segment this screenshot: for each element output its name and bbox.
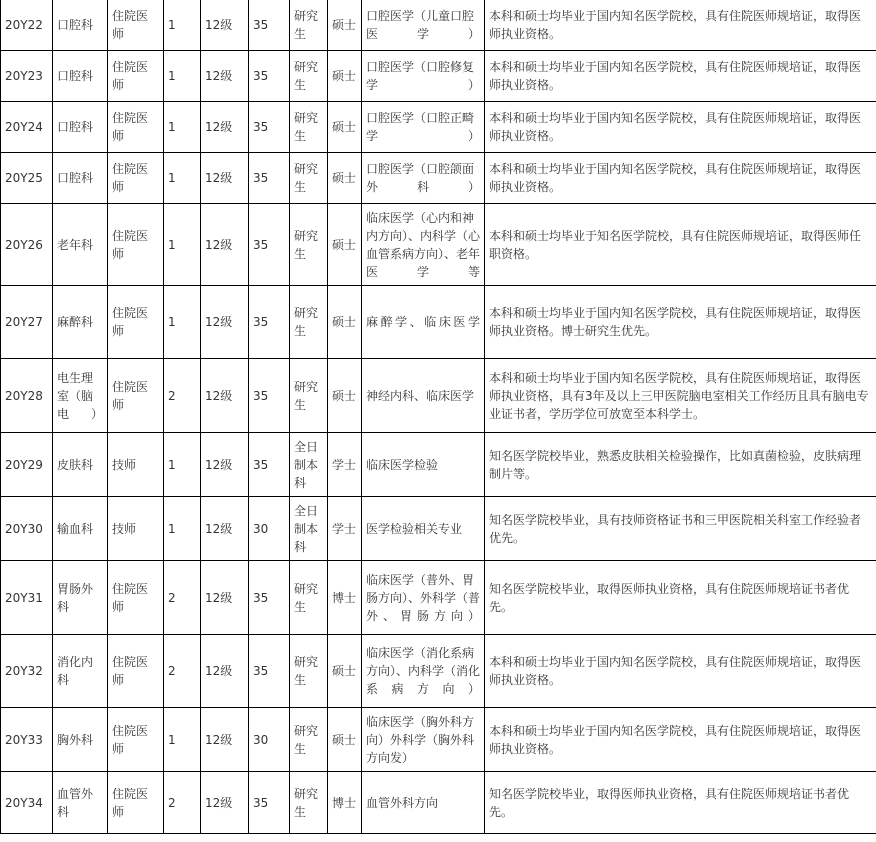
requirements: 本科和硕士均毕业于国内知名医学院校，具有住院医师规培证，取得医师执业资格。 — [485, 635, 876, 708]
major: 麻醉学、临床医学 — [362, 286, 485, 359]
major: 血管外科方向 — [362, 772, 485, 834]
position-code: 20Y29 — [1, 433, 53, 497]
table-row — [1, 561, 876, 635]
grade-level: 12级 — [201, 153, 249, 204]
headcount: 1 — [164, 51, 201, 102]
department: 口腔科 — [53, 153, 108, 204]
requirements: 本科和硕士均毕业于国内知名医学院校，具有住院医师规培证，取得医师执业资格。 — [485, 708, 876, 772]
degree: 硕士 — [328, 0, 362, 51]
degree: 硕士 — [328, 153, 362, 204]
position-type: 住院医师 — [108, 51, 164, 102]
position-type: 技师 — [108, 497, 164, 561]
headcount: 1 — [164, 433, 201, 497]
education: 研究生 — [290, 708, 328, 772]
position-type: 住院医师 — [108, 708, 164, 772]
degree: 学士 — [328, 497, 362, 561]
table-row — [1, 433, 876, 497]
position-type: 住院医师 — [108, 204, 164, 286]
table-row — [1, 204, 876, 286]
major: 口腔医学（儿童口腔医学） — [362, 0, 485, 51]
education: 研究生 — [290, 0, 328, 51]
table-row — [1, 102, 876, 153]
grade-level: 12级 — [201, 772, 249, 834]
major: 口腔医学（口腔修复学） — [362, 51, 485, 102]
age-limit: 35 — [249, 153, 290, 204]
position-code: 20Y24 — [1, 102, 53, 153]
degree: 硕士 — [328, 102, 362, 153]
age-limit: 35 — [249, 359, 290, 433]
department: 麻醉科 — [53, 286, 108, 359]
education: 研究生 — [290, 204, 328, 286]
degree: 学士 — [328, 433, 362, 497]
grade-level: 12级 — [201, 0, 249, 51]
major: 临床医学（心内和神内方向）、内科学（心血管系病方向）、老年医学等 — [362, 204, 485, 286]
requirements: 本科和硕士均毕业于国内知名医学院校，具有住院医师规培证，取得医师执业资格。博士研究生优先。 — [485, 286, 876, 359]
position-type: 住院医师 — [108, 153, 164, 204]
degree: 博士 — [328, 772, 362, 834]
requirements: 知名医学院校毕业，具有技师资格证书和三甲医院相关科室工作经验者优先。 — [485, 497, 876, 561]
table-row — [1, 51, 876, 102]
position-type: 住院医师 — [108, 286, 164, 359]
position-code: 20Y32 — [1, 635, 53, 708]
grade-level: 12级 — [201, 204, 249, 286]
position-code: 20Y23 — [1, 51, 53, 102]
position-type: 住院医师 — [108, 772, 164, 834]
requirements: 知名医学院校毕业，取得医师执业资格，具有住院医师规培证书者优先。 — [485, 561, 876, 635]
position-type: 住院医师 — [108, 0, 164, 51]
headcount: 2 — [164, 635, 201, 708]
position-type: 住院医师 — [108, 359, 164, 433]
department: 老年科 — [53, 204, 108, 286]
major: 神经内科、临床医学 — [362, 359, 485, 433]
degree: 博士 — [328, 561, 362, 635]
position-code: 20Y25 — [1, 153, 53, 204]
education: 全日制本科 — [290, 433, 328, 497]
major: 临床医学（胸外科方向）外科学（胸外科方向发） — [362, 708, 485, 772]
requirements: 本科和硕士均毕业于国内知名医学院校，具有住院医师规培证，取得医师执业资格。 — [485, 102, 876, 153]
department: 胸外科 — [53, 708, 108, 772]
table-row — [1, 286, 876, 359]
department: 输血科 — [53, 497, 108, 561]
age-limit: 30 — [249, 497, 290, 561]
major: 临床医学（普外、胃肠方向）、外科学（普外、胃肠方向） — [362, 561, 485, 635]
degree: 硕士 — [328, 359, 362, 433]
table-row — [1, 708, 876, 772]
age-limit: 35 — [249, 561, 290, 635]
department: 消化内科 — [53, 635, 108, 708]
headcount: 2 — [164, 359, 201, 433]
headcount: 1 — [164, 204, 201, 286]
education: 研究生 — [290, 635, 328, 708]
grade-level: 12级 — [201, 708, 249, 772]
major: 临床医学（消化系病方向）、内科学（消化系病方向） — [362, 635, 485, 708]
age-limit: 35 — [249, 286, 290, 359]
position-code: 20Y30 — [1, 497, 53, 561]
position-type: 住院医师 — [108, 102, 164, 153]
department: 血管外科 — [53, 772, 108, 834]
degree: 硕士 — [328, 51, 362, 102]
requirements: 本科和硕士均毕业于国内知名医学院校，具有住院医师规培证，取得医师执业资格。 — [485, 153, 876, 204]
education: 全日制本科 — [290, 497, 328, 561]
grade-level: 12级 — [201, 51, 249, 102]
age-limit: 35 — [249, 635, 290, 708]
position-type: 技师 — [108, 433, 164, 497]
education: 研究生 — [290, 772, 328, 834]
requirements: 知名医学院校毕业，熟悉皮肤相关检验操作，比如真菌检验，皮肤病理制片等。 — [485, 433, 876, 497]
grade-level: 12级 — [201, 635, 249, 708]
education: 研究生 — [290, 561, 328, 635]
department: 口腔科 — [53, 0, 108, 51]
department: 皮肤科 — [53, 433, 108, 497]
age-limit: 35 — [249, 51, 290, 102]
age-limit: 35 — [249, 433, 290, 497]
department: 口腔科 — [53, 51, 108, 102]
grade-level: 12级 — [201, 102, 249, 153]
table-row — [1, 359, 876, 433]
grade-level: 12级 — [201, 561, 249, 635]
table-row — [1, 153, 876, 204]
position-code: 20Y31 — [1, 561, 53, 635]
age-limit: 35 — [249, 0, 290, 51]
headcount: 1 — [164, 497, 201, 561]
degree: 硕士 — [328, 286, 362, 359]
position-code: 20Y27 — [1, 286, 53, 359]
grade-level: 12级 — [201, 497, 249, 561]
table-row — [1, 497, 876, 561]
education: 研究生 — [290, 102, 328, 153]
education: 研究生 — [290, 51, 328, 102]
requirements: 本科和硕士均毕业于国内知名医学院校，具有住院医师规培证，取得医师执业资格。 — [485, 51, 876, 102]
table-row — [1, 635, 876, 708]
age-limit: 35 — [249, 772, 290, 834]
requirements: 知名医学院校毕业，取得医师执业资格，具有住院医师规培证书者优先。 — [485, 772, 876, 834]
headcount: 1 — [164, 708, 201, 772]
major: 临床医学检验 — [362, 433, 485, 497]
education: 研究生 — [290, 153, 328, 204]
position-code: 20Y33 — [1, 708, 53, 772]
headcount: 1 — [164, 286, 201, 359]
age-limit: 35 — [249, 204, 290, 286]
department: 胃肠外科 — [53, 561, 108, 635]
major: 医学检验相关专业 — [362, 497, 485, 561]
position-code: 20Y26 — [1, 204, 53, 286]
table-row — [1, 772, 876, 834]
requirements: 本科和硕士均毕业于国内知名医学院校，具有住院医师规培证，取得医师执业资格，具有3年及以上三甲医院脑电室相关工作经历且具有脑电专业证书者，学历学位可放宽至本科学士。 — [485, 359, 876, 433]
degree: 硕士 — [328, 708, 362, 772]
headcount: 1 — [164, 153, 201, 204]
education: 研究生 — [290, 286, 328, 359]
department: 口腔科 — [53, 102, 108, 153]
position-code: 20Y22 — [1, 0, 53, 51]
table-body — [1, 0, 876, 834]
grade-level: 12级 — [201, 359, 249, 433]
degree: 硕士 — [328, 204, 362, 286]
department: 电生理室（脑电） — [53, 359, 108, 433]
table-row — [1, 0, 876, 51]
requirements: 本科和硕士均毕业于国内知名医学院校，具有住院医师规培证，取得医师执业资格。 — [485, 0, 876, 51]
age-limit: 35 — [249, 102, 290, 153]
requirements: 本科和硕士均毕业于知名医学院校，具有住院医师规培证，取得医师任职资格。 — [485, 204, 876, 286]
headcount: 2 — [164, 772, 201, 834]
education: 研究生 — [290, 359, 328, 433]
major: 口腔医学（口腔颌面外科） — [362, 153, 485, 204]
grade-level: 12级 — [201, 286, 249, 359]
position-type: 住院医师 — [108, 561, 164, 635]
age-limit: 30 — [249, 708, 290, 772]
major: 口腔医学（口腔正畸学） — [362, 102, 485, 153]
degree: 硕士 — [328, 635, 362, 708]
position-code: 20Y34 — [1, 772, 53, 834]
headcount: 2 — [164, 561, 201, 635]
headcount: 1 — [164, 0, 201, 51]
position-code: 20Y28 — [1, 359, 53, 433]
position-type: 住院医师 — [108, 635, 164, 708]
headcount: 1 — [164, 102, 201, 153]
grade-level: 12级 — [201, 433, 249, 497]
